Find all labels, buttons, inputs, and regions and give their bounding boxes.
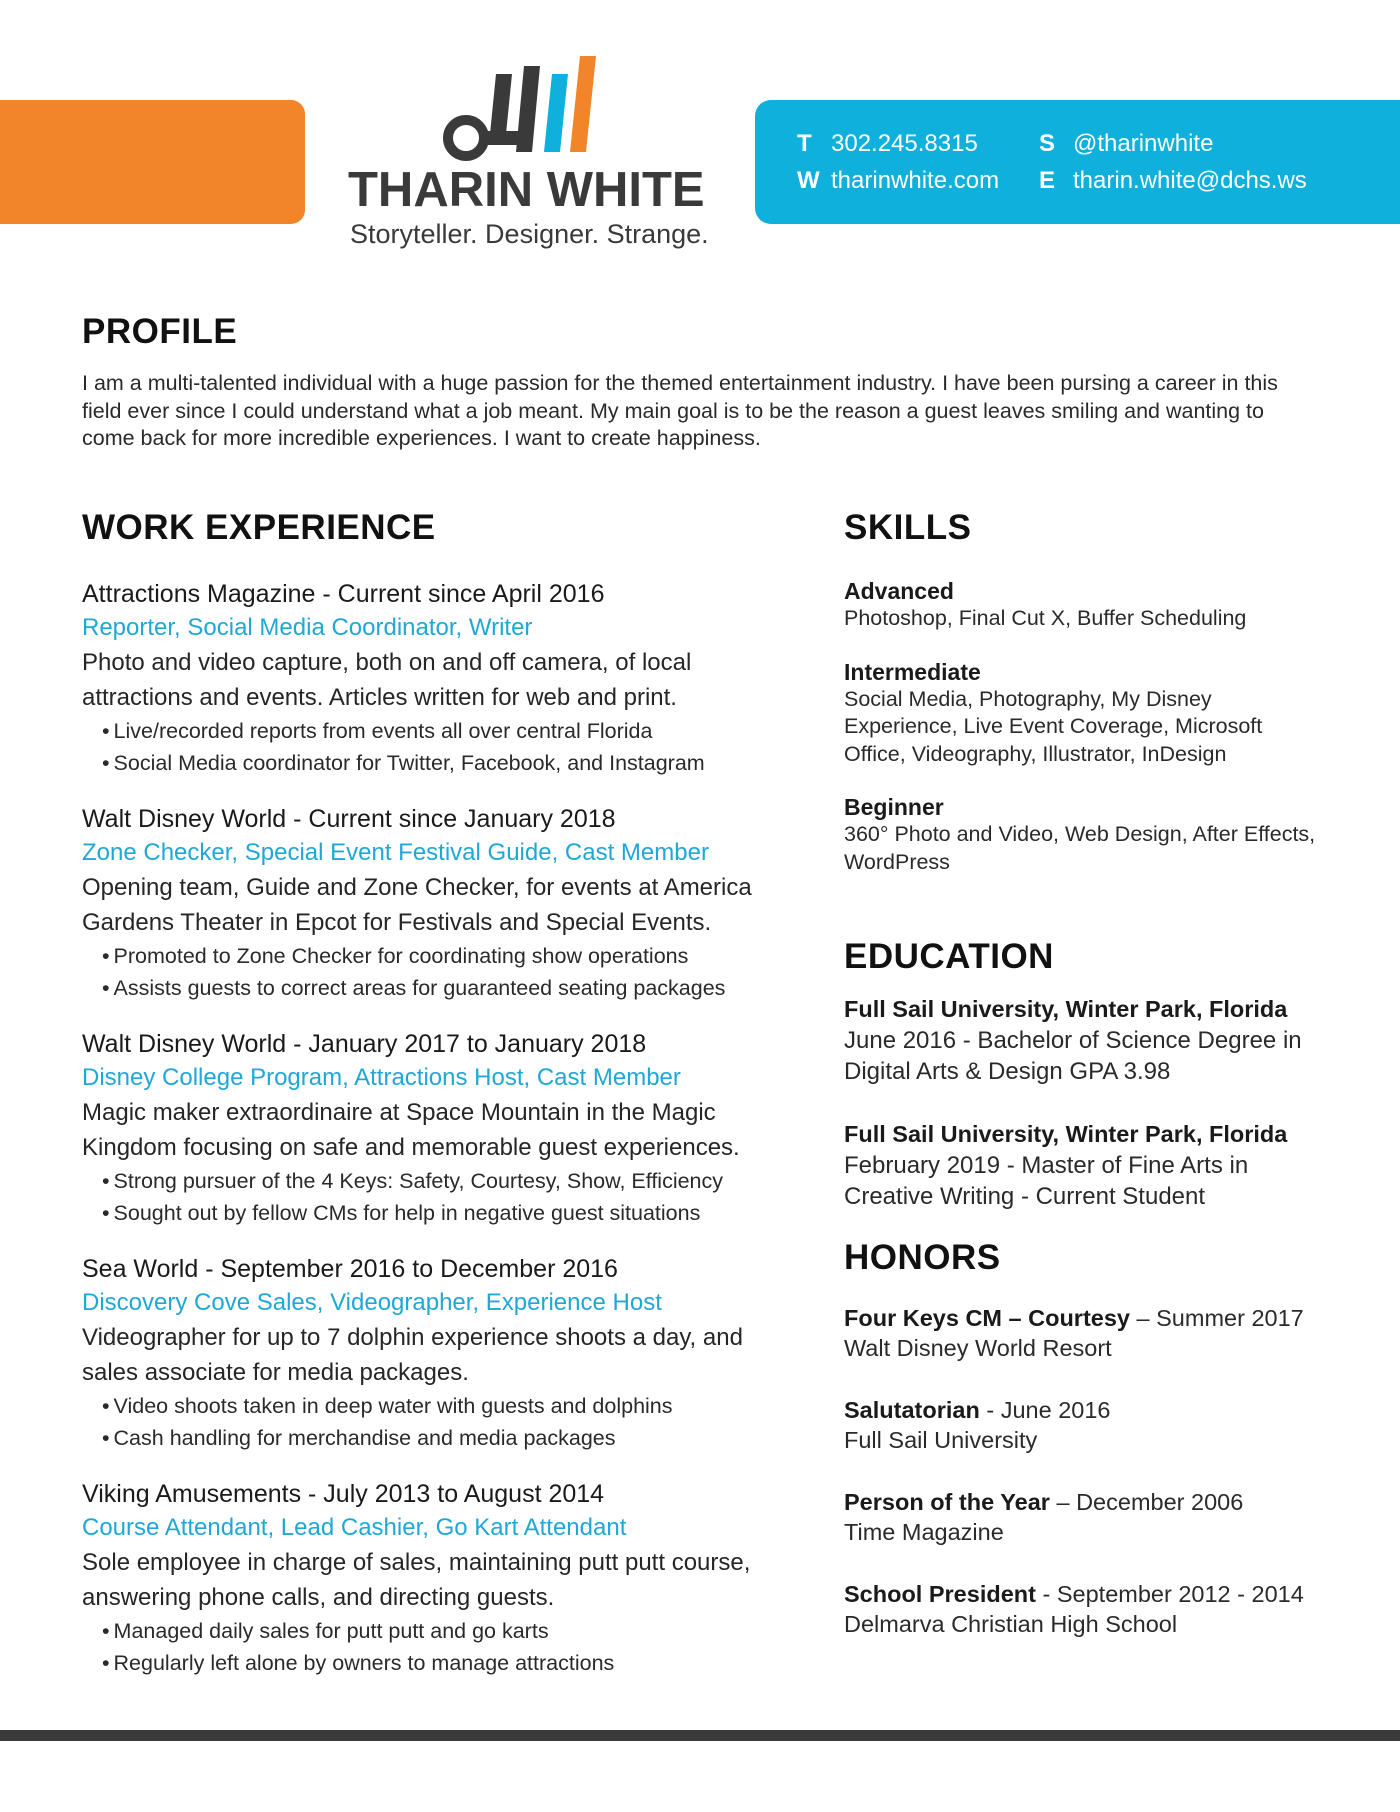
honor-org: Full Sail University xyxy=(844,1427,1038,1453)
skill-group xyxy=(844,659,1324,769)
contact-bar xyxy=(755,100,1400,224)
honor-date: September 2012 - 2014 xyxy=(1056,1581,1304,1607)
job-entry xyxy=(82,1027,802,1229)
job-role: Zone Checker, Special Event Festival Guide, Cast Member xyxy=(82,839,709,866)
job-bullets xyxy=(82,715,802,779)
job-bullet: • Promoted to Zone Checker for coordinating show operations xyxy=(102,940,802,972)
honor-separator: - xyxy=(1035,1581,1057,1607)
job-bullet: • Regularly left alone by owners to manage attractions xyxy=(102,1647,802,1679)
honor-date: Summer 2017 xyxy=(1156,1305,1304,1331)
education-heading: EDUCATION xyxy=(844,937,1054,976)
job-bullets xyxy=(82,1390,802,1454)
job-bullet: • Live/recorded reports from events all over central Florida xyxy=(102,715,802,747)
email-link[interactable]: tharin.white@dchs.ws xyxy=(1073,167,1307,194)
skill-items: Photoshop, Final Cut X, Buffer Scheduling xyxy=(844,606,1247,630)
job-bullet: • Managed daily sales for putt putt and go karts xyxy=(102,1615,802,1647)
job-entry xyxy=(82,577,802,779)
education-school: Full Sail University, Winter Park, Florida xyxy=(844,996,1288,1022)
profile-text: I am a multi-talented individual with a huge passion for the themed entertainment industry. I have been pursing a career in this field ever since I could understand what a job meant. My main goal is to be the reason a guest leaves smiling and wanting to come back for more incredible experiences. I want to create happiness. xyxy=(82,371,1278,450)
job-description: Opening team, Guide and Zone Checker, for events at America Gardens Theater in Epcot for Festivals and Special Events. xyxy=(82,874,752,936)
job-description: Photo and video capture, both on and off camera, of local attractions and events. Articles written for web and print. xyxy=(82,649,692,711)
web-key: W xyxy=(797,167,820,194)
resume-name: THARIN WHITE xyxy=(348,163,705,217)
header-orange-bar xyxy=(0,100,305,224)
job-description: Sole employee in charge of sales, maintaining putt putt course, answering phone calls, and directing guests. xyxy=(82,1549,751,1611)
job-bullets xyxy=(82,1165,802,1229)
job-role: Course Attendant, Lead Cashier, Go Kart Attendant xyxy=(82,1514,627,1541)
resume-tagline: Storyteller. Designer. Strange. xyxy=(350,219,709,249)
job-bullet: • Sought out by fellow CMs for help in negative guest situations xyxy=(102,1197,802,1229)
honor-line xyxy=(844,1303,1324,1333)
honor-date: June 2016 xyxy=(1000,1397,1111,1423)
honor-entry xyxy=(844,1487,1324,1547)
honor-entry xyxy=(844,1303,1324,1363)
contact-email xyxy=(1039,167,1307,195)
honor-org: Delmarva Christian High School xyxy=(844,1611,1178,1637)
skill-group xyxy=(844,578,1324,633)
contact-web xyxy=(797,167,999,195)
social-key: S xyxy=(1039,130,1056,157)
contact-social xyxy=(1039,130,1213,158)
job-title: Sea World - September 2016 to December 2016 xyxy=(82,1255,618,1283)
phone-value[interactable]: 302.245.8315 xyxy=(831,130,978,157)
honor-org: Time Magazine xyxy=(844,1519,1004,1545)
job-bullet: • Cash handling for merchandise and media packages xyxy=(102,1422,802,1454)
job-entry xyxy=(82,1477,802,1679)
logo-bar-orange xyxy=(570,56,596,152)
honor-entry xyxy=(844,1395,1324,1455)
education-detail: February 2019 - Master of Fine Arts in Creative Writing - Current Student xyxy=(844,1152,1249,1210)
honor-separator: – xyxy=(1129,1305,1157,1331)
job-role: Reporter, Social Media Coordinator, Writer xyxy=(82,614,533,641)
skill-level: Beginner xyxy=(844,794,944,820)
job-entry xyxy=(82,1252,802,1454)
profile-heading: PROFILE xyxy=(82,312,238,351)
logo-bar-dark-1 xyxy=(490,74,512,134)
education-entry xyxy=(844,994,1324,1087)
skill-items: 360° Photo and Video, Web Design, After Effects, WordPress xyxy=(844,822,1316,874)
skill-items: Social Media, Photography, My Disney Experience, Live Event Coverage, Microsoft Office, Videography, Illustrator, InDesign xyxy=(844,686,1263,766)
honor-line xyxy=(844,1579,1324,1609)
skills-heading: SKILLS xyxy=(844,508,972,547)
job-title: Viking Amusements - July 2013 to August 2014 xyxy=(82,1480,605,1508)
honors-list xyxy=(844,1303,1324,1671)
job-role: Disney College Program, Attractions Host, Cast Member xyxy=(82,1064,681,1091)
honor-date: December 2006 xyxy=(1076,1489,1244,1515)
social-handle[interactable]: @tharinwhite xyxy=(1073,130,1214,157)
honor-line xyxy=(844,1395,1324,1425)
job-title: Walt Disney World - January 2017 to January 2018 xyxy=(82,1030,647,1058)
work-list xyxy=(82,577,802,1702)
honor-entry xyxy=(844,1579,1324,1639)
honor-separator: – xyxy=(1049,1489,1077,1515)
web-link[interactable]: tharinwhite.com xyxy=(831,167,1000,194)
honor-title: Person of the Year xyxy=(844,1489,1050,1515)
bars-logo-icon xyxy=(440,52,620,164)
job-bullet: • Strong pursuer of the 4 Keys: Safety, Courtesy, Show, Efficiency xyxy=(102,1165,802,1197)
skills-list xyxy=(844,578,1324,902)
job-entry xyxy=(82,802,802,1004)
honors-heading: HONORS xyxy=(844,1238,1001,1277)
job-title: Walt Disney World - Current since January 2018 xyxy=(82,805,616,833)
job-bullets xyxy=(82,1615,802,1679)
job-description: Magic maker extraordinaire at Space Mountain in the Magic Kingdom focusing on safe and memorable guest experiences. xyxy=(82,1099,740,1161)
education-list xyxy=(844,994,1324,1244)
job-description: Videographer for up to 7 dolphin experience shoots a day, and sales associate for media packages. xyxy=(82,1324,743,1386)
job-title: Attractions Magazine - Current since April 2016 xyxy=(82,580,605,608)
job-bullets xyxy=(82,940,802,1004)
job-bullet: • Social Media coordinator for Twitter, Facebook, and Instagram xyxy=(102,747,802,779)
job-bullet: • Video shoots taken in deep water with guests and dolphins xyxy=(102,1390,802,1422)
honor-title: Four Keys CM – Courtesy xyxy=(844,1305,1130,1331)
honor-org: Walt Disney World Resort xyxy=(844,1335,1112,1361)
phone-key: T xyxy=(797,130,812,157)
honor-title: School President xyxy=(844,1581,1036,1607)
skill-level: Advanced xyxy=(844,578,954,604)
logo-bar-blue xyxy=(544,74,568,152)
footer-divider xyxy=(0,1730,1400,1741)
honor-title: Salutatorian xyxy=(844,1397,980,1423)
job-bullet: • Assists guests to correct areas for guaranteed seating packages xyxy=(102,972,802,1004)
education-detail: June 2016 - Bachelor of Science Degree in Digital Arts & Design GPA 3.98 xyxy=(844,1027,1302,1085)
skill-level: Intermediate xyxy=(844,658,981,685)
education-school: Full Sail University, Winter Park, Florida xyxy=(844,1121,1288,1147)
logo-bar-dark-2 xyxy=(516,66,540,152)
email-key: E xyxy=(1039,167,1056,194)
logo-key-ring xyxy=(448,120,484,156)
education-entry xyxy=(844,1119,1324,1212)
contact-phone xyxy=(797,130,978,158)
honor-separator: - xyxy=(979,1397,1001,1423)
skill-group xyxy=(844,794,1324,876)
job-role: Discovery Cove Sales, Videographer, Experience Host xyxy=(82,1289,662,1316)
work-heading: WORK EXPERIENCE xyxy=(82,508,436,547)
honor-line xyxy=(844,1487,1324,1517)
